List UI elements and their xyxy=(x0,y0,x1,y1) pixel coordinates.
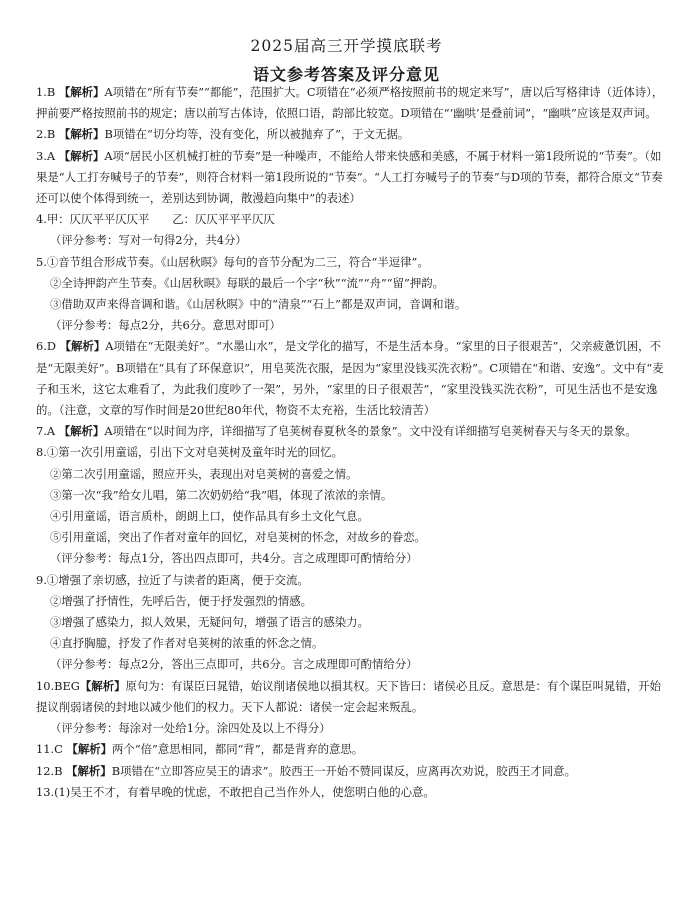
answer-number: 12.B xyxy=(36,763,63,778)
answer-q5-line: ②全诗押韵产生节奏。《山居秋暝》每联的最后一个字“秋”“流”“舟”“留”押韵。 xyxy=(50,275,444,290)
score-note: （评分参考：每涂对一处给1分。涂四处及以上不得分） xyxy=(50,721,331,736)
meter-pattern-b: 仄仄平平平仄仄 xyxy=(194,212,275,227)
answer-q8-line: ②第二次引用童谣，照应开头，表现出对皂荚树的喜爱之情。 xyxy=(50,466,358,481)
answer-q8-line: ④引用童谣，语言质朴，朗朗上口，使作品具有乡土文化气息。 xyxy=(50,509,369,524)
answer-number: 6.D xyxy=(36,339,57,354)
analysis-tag: 【解析】 xyxy=(58,85,105,99)
score-note: （评分参考：每点2分，答出三点即可，共6分。言之成理即可酌情给分） xyxy=(50,657,418,672)
analysis-tag: 【解析】 xyxy=(79,678,126,693)
answer-q3 xyxy=(36,146,670,210)
answer-number: 7.A xyxy=(36,424,56,439)
score-note: （评分参考：写对一句得2分，共4分） xyxy=(50,233,247,248)
answer-text: A项错在“以时间为序，详细描写了皂荚树春夏秋冬的景象”。文中没有详细描写皂荚树春天与冬天的景象。 xyxy=(104,424,637,439)
answer-number: 11.C xyxy=(36,742,63,757)
answer-q9-line: ④直抒胸臆，抒发了作者对皂荚树的浓重的怀念之情。 xyxy=(50,636,324,651)
answer-q10 xyxy=(36,676,670,718)
exam-title: 2025届高三开学摸底联考 xyxy=(250,37,443,55)
answer-q9-line: ②增强了抒情性，先呼后告，便于抒发强烈的情感。 xyxy=(50,593,312,608)
analysis-tag: 【解析】 xyxy=(58,127,105,142)
meter-pattern-a: 仄仄平平仄仄平 xyxy=(69,212,150,227)
answer-q8-line: 8.①第一次引用童谣，引出下文对皂荚树及童年时光的回忆。 xyxy=(36,445,344,460)
answer-text: A项错在“无限美好”。“水墨山水”，是文学化的描写，不是生活本身。“家里的日子很艰苦”，父亲疲惫饥困，不是“无限美好”。B项错在“具有了环保意识”，用皂荚洗衣服，是因为“家里没钱买洗衣粉”。C项错在“和谐、安逸”。文中有“麦子和玉米，这它太难看了，为此我们度吵了一架”，另外，“家里的日子很艰苦”，“家里没钱买洗衣粉”，可见生活也不是安逸的。（注意，文章的写作时间是20世纪80年代，物资不太充裕，生活比较清苦） xyxy=(36,339,664,418)
answer-label-a: 4.甲： xyxy=(36,212,70,227)
answer-label-b: 乙： xyxy=(172,212,195,227)
answer-q11 xyxy=(36,739,670,760)
answer-text: B项错在“切分均等，没有变化，所以被抛弃了”，于文无据。 xyxy=(104,127,410,142)
analysis-tag: 【解析】 xyxy=(58,424,105,439)
answer-q13: 13.(1)吴王不才，有着早晚的忧虑，不敢把自己当作外人，使您明白他的心意。 xyxy=(36,784,435,799)
answer-q4 xyxy=(36,209,670,230)
answer-q5-line: ③借助双声来得音调和谐。《山居秋暝》中的“清泉”“石上”都是双声词，音调和谐。 xyxy=(50,297,467,312)
answer-text: A项“居民小区机械打桩的节奏”是一种噪声，不能给人带来快感和美感，不属于材料一第1段所说的“节奏”。（如果是“人工打夯喊号子的节奏”，则符合材料一第1段所说的“节奏”。“人工打夯喊号子的节奏”与D项的节奏，都符合原文“节奏还可以使个体得到统一，差别达到协调，散漫趋向集中”的表述） xyxy=(36,148,663,206)
analysis-tag: 【解析】 xyxy=(59,339,106,354)
page-subtitle: 语文参考答案及评分意见 xyxy=(252,65,440,84)
analysis-tag: 【解析】 xyxy=(58,148,105,163)
answer-q7 xyxy=(36,421,670,442)
answer-q5-line: 5.①音节组合形成节奏。《山居秋暝》每句的音节分配为二三，符合“半逗律”。 xyxy=(36,254,429,269)
answer-q9-line: ③增强了感染力，拟人效果，无疑问句，增强了语言的感染力。 xyxy=(50,615,369,630)
answer-q9-line: 9.①增强了亲切感，拉近了与读者的距离，便于交流。 xyxy=(36,572,309,587)
answer-q2 xyxy=(36,124,670,145)
answers-body xyxy=(36,82,670,803)
score-note: （评分参考：每点2分，共6分。意思对即可） xyxy=(50,318,281,333)
answer-q12 xyxy=(36,761,670,782)
analysis-tag: 【解析】 xyxy=(66,742,113,757)
answer-number: 2.B xyxy=(36,127,56,142)
answer-number: 3.A xyxy=(36,148,56,163)
answer-number: 10.BEG xyxy=(36,678,80,693)
answer-text: 两个“倍”意思相同，都同“背”，都是背弃的意思。 xyxy=(112,742,364,757)
answer-q8-line: ⑤引用童谣，突出了作者对童年的回忆，对皂荚树的怀念，对故乡的眷恋。 xyxy=(50,530,426,545)
answer-q6 xyxy=(36,336,670,421)
analysis-tag: 【解析】 xyxy=(66,763,112,778)
answer-q8-line: ③第一次“我”给女儿唱，第二次奶奶给“我”唱，体现了浓浓的亲情。 xyxy=(50,487,393,502)
answer-text: A项错在“所有节奏”“都能”，范围扩大。C项错在“必须严格按照前书的规定来写”，唐以后写格律诗（近体诗），押前要严格按照前书的规定；唐以前写古体诗，依照口语，韵部比较宽。D项错在“‘幽哄’是叠前词”，“幽哄”应该是双声词。 xyxy=(36,85,664,121)
answer-text: B项错在“立即答应吴王的请求”。胶西王一开始不赞同谋反，应离再次劝说，胶西王才同意。 xyxy=(111,763,576,778)
score-note: （评分参考：每点1分，答出四点即可，共4分。言之成理即可酌情给分） xyxy=(50,551,418,566)
answer-number: 1.B xyxy=(36,85,56,99)
answer-q1 xyxy=(36,82,670,124)
answer-text: 原句为：有谋臣曰晁错，始议削诸侯地以損其权。天下皆曰：诸侯必且反。意思是：有个谋臣叫晁错，开始提议削弱诸侯的封地以减少他们的权力。天下人都说：诸侯一定会起来叛乱。 xyxy=(36,678,661,714)
